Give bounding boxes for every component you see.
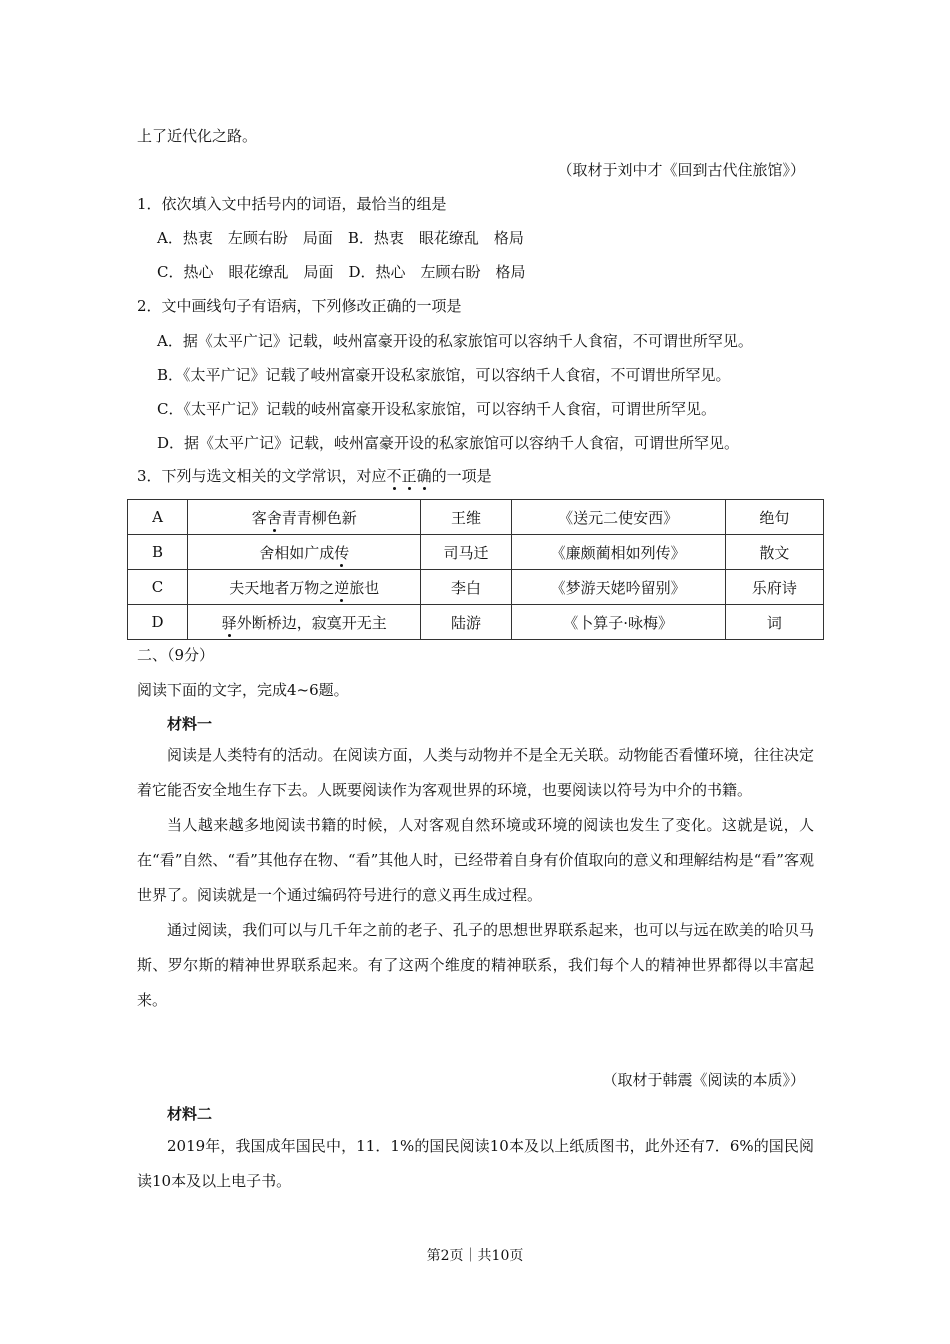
- table-row: [128, 570, 824, 605]
- paragraph: 通过阅读，我们可以与几千年之前的老子、孔子的思想世界联系起来，也可以与远在欧美的哈贝马斯、罗尔斯的精神世界联系起来。有了这两个维度的精神联系，我们每个人的精神世界都得以丰富起来。: [137, 921, 814, 1009]
- q2-option-a: A．据《太平广记》记载，岐州富豪开设的私家旅馆可以容纳千人食宿，不可谓世所罕见。: [157, 332, 753, 350]
- q1-stem: 1．依次填入文中括号内的词语，最恰当的组是: [137, 195, 447, 213]
- paragraph: 当人越来越多地阅读书籍的时候，人对客观自然环境或环境的阅读也发生了变化。这就是说，人在“看”自然、“看”其他存在物、“看”其他人时，已经带着自身有价值取向的意义和理解结构是“看”客观世界了。阅读就是一个通过编码符号进行的意义再生成过程。: [137, 816, 814, 904]
- top-line: 上了近代化之路。: [137, 127, 258, 145]
- row-letter: B: [128, 535, 188, 570]
- reading-instruction: 阅读下面的文字，完成4~6题。: [137, 681, 349, 699]
- paragraph: 阅读是人类特有的活动。在阅读方面，人类与动物并不是全无关联。动物能否看懂环境，往往决定着它能否安全地生存下去。人既要阅读作为客观世界的环境，也要阅读以符号为中介的书籍。: [137, 746, 814, 799]
- q1-options-ab: A．热衷 左顾右盼 局面 B．热衷 眼花缭乱 格局: [157, 229, 524, 247]
- emphasis-char: 不: [386, 467, 402, 485]
- paragraph: 2019年，我国成年国民中，11．1%的国民阅读10本及以上纸质图书，此外还有7．6%的国民阅读10本及以上电子书。: [137, 1137, 814, 1190]
- q1-options-cd: C．热心 眼花缭乱 局面 D．热心 左顾右盼 格局: [157, 263, 526, 281]
- q2-stem: 2．文中画线句子有语病，下列修改正确的一项是: [137, 297, 462, 315]
- genre-cell: 词: [725, 605, 823, 640]
- row-letter: C: [128, 570, 188, 605]
- author-cell: 司马迁: [421, 535, 511, 570]
- emphasis-char: 传: [334, 543, 350, 562]
- quote-cell: 客舍青青柳色新: [188, 500, 421, 535]
- material-two-body: [137, 1129, 814, 1199]
- author-cell: 陆游: [421, 605, 511, 640]
- q3-stem: 3．下列与选文相关的文学常识，对应不正确的一项是: [137, 467, 492, 485]
- q2-option-d: D．据《太平广记》记载，岐州富豪开设的私家旅馆可以容纳千人食宿，可谓世所罕见。: [157, 434, 740, 452]
- emphasis-char: 确: [416, 467, 432, 485]
- author-cell: 李白: [421, 570, 511, 605]
- table-row: [128, 535, 824, 570]
- work-cell: 《廉颇蔺相如列传》: [511, 535, 725, 570]
- source-citation-1: （取材于刘中才《回到古代住旅馆》）: [557, 161, 805, 179]
- material-one-body: [137, 738, 814, 1018]
- emphasis-char: 驿: [221, 613, 237, 632]
- genre-cell: 散文: [725, 535, 823, 570]
- work-cell: 《送元二使安西》: [511, 500, 725, 535]
- material-two-title: 材料二: [167, 1105, 213, 1123]
- quote-cell: 驿外断桥边，寂寞开无主: [188, 605, 421, 640]
- row-letter: D: [128, 605, 188, 640]
- emphasis-char: 舍: [266, 508, 282, 527]
- table-row: [128, 500, 824, 535]
- q2-option-c: C．《太平广记》记载的岐州富豪开设私家旅馆，可以容纳千人食宿，可谓世所罕见。: [157, 400, 716, 418]
- literature-table: [127, 499, 824, 640]
- work-cell: 《梦游天姥吟留别》: [511, 570, 725, 605]
- author-cell: 王维: [421, 500, 511, 535]
- genre-cell: 绝句: [725, 500, 823, 535]
- quote-cell: 夫天地者万物之逆旅也: [188, 570, 421, 605]
- work-cell: 《卜算子·咏梅》: [511, 605, 725, 640]
- quote-cell: 舍相如广成传: [188, 535, 421, 570]
- table-row: [128, 605, 824, 640]
- page-footer: 第2页｜共10页: [426, 1248, 524, 1264]
- section-heading: 二、（9分）: [137, 646, 215, 664]
- material-one-title: 材料一: [167, 715, 213, 733]
- source-citation-2: （取材于韩震《阅读的本质》）: [602, 1071, 805, 1089]
- emphasis-char: 正: [401, 467, 417, 485]
- genre-cell: 乐府诗: [725, 570, 823, 605]
- emphasis-char: 逆: [334, 578, 350, 597]
- row-letter: A: [128, 500, 188, 535]
- q2-option-b: B．《太平广记》记载了岐州富豪开设私家旅馆，可以容纳千人食宿，不可谓世所罕见。: [157, 366, 731, 384]
